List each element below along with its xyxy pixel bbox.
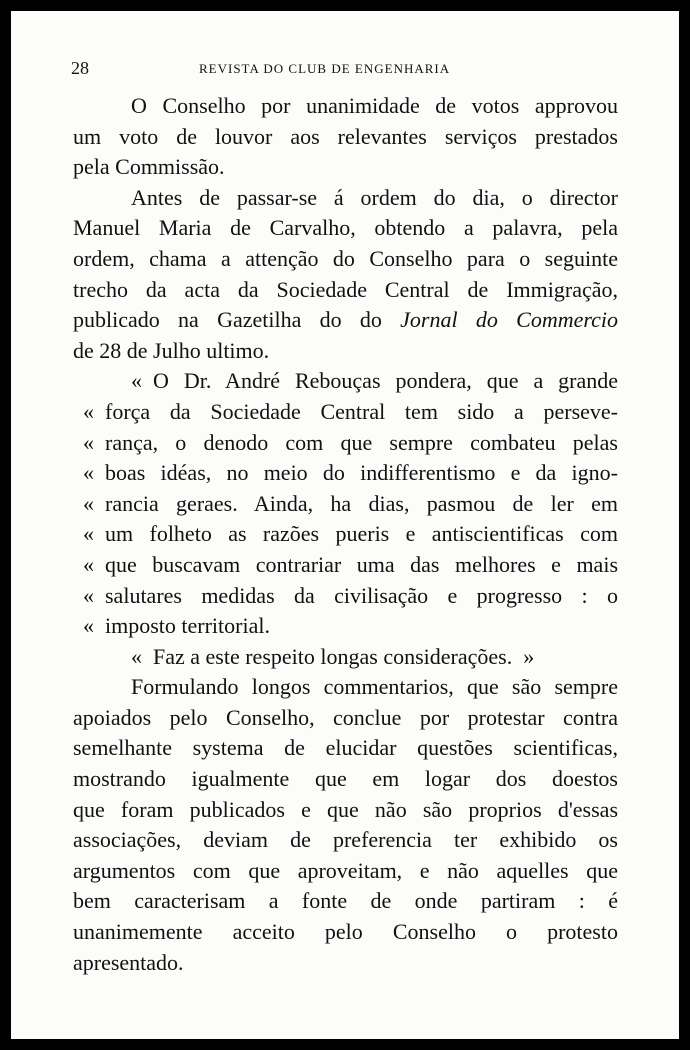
text-line: apoiados pelo Conselho, conclue por protestar contra xyxy=(73,704,618,730)
quote-line xyxy=(73,642,618,673)
text-line: unanimemente acceito pelo Conselho o protesto xyxy=(73,919,618,945)
quote-text: O Dr. André Rebouças pondera, que a grande xyxy=(153,368,618,394)
quote-mark: « xyxy=(83,398,94,424)
quote-mark: « xyxy=(131,643,142,669)
text-line: pela Commissão. xyxy=(73,154,225,180)
quote-text: que buscavam contrariar uma das melhores e mais xyxy=(105,551,618,577)
book-page xyxy=(11,11,679,1039)
text-line: apresentado. xyxy=(73,949,184,975)
quote-line xyxy=(73,397,618,428)
quote-text: imposto territorial. xyxy=(105,613,270,639)
quote-text: Faz a este respeito longas considerações. xyxy=(153,643,513,669)
quote-text: boas idéas, no meio do indifferentismo e da igno- xyxy=(105,460,618,486)
quote-mark: « xyxy=(83,582,94,608)
quote-mark: « xyxy=(83,613,94,639)
text-line: mostrando igualmente que em logar dos doestos xyxy=(73,766,618,792)
text-line: bem caracterisam a fonte de onde partiram : é xyxy=(73,888,618,914)
quote-close-mark: » xyxy=(523,643,535,669)
running-title: REVISTA DO CLUB DE ENGENHARIA xyxy=(199,61,451,76)
text-line: Formulando longos commentarios, que são sempre xyxy=(131,674,618,700)
text-line: Antes de passar-se á ordem do dia, o director xyxy=(131,184,618,210)
quote-mark: « xyxy=(83,521,94,547)
quote-mark: « xyxy=(83,460,94,486)
quote-text: um folheto as razões pueris e antiscientificas com xyxy=(105,521,618,547)
quote-mark: « xyxy=(83,551,94,577)
text-line: Manuel Maria de Carvalho, obtendo a palavra, pela xyxy=(73,215,618,241)
text-line: O Conselho por unanimidade de votos approvou xyxy=(131,93,618,118)
quote-text: força da Sociedade Central tem sido a perseve- xyxy=(105,398,618,424)
text-line: semelhante systema de elucidar questões scientificas, xyxy=(73,735,618,761)
quote-text: rancia geraes. Ainda, ha dias, pasmou de ler em xyxy=(105,490,618,516)
quote-line xyxy=(73,550,618,581)
quote-mark: « xyxy=(83,429,94,455)
quote-text: rança, o denodo com que sempre combateu pelas xyxy=(105,429,618,455)
text-line: argumentos com que aproveitam, e não aquelles que xyxy=(73,857,618,883)
page-number: 28 xyxy=(71,58,89,78)
newspaper-title: Jornal do Commercio xyxy=(400,307,618,333)
quote-line xyxy=(73,458,618,489)
text-line: um voto de louvor aos relevantes serviços prestados xyxy=(73,123,618,149)
text-line xyxy=(73,305,618,336)
quote-line xyxy=(73,611,618,642)
quote-mark: « xyxy=(131,368,142,394)
quote-line xyxy=(73,519,618,550)
text-line: trecho da acta da Sociedade Central de Immigração, xyxy=(73,276,618,302)
text-line: que foram publicados e que não são proprios d'essas xyxy=(73,796,618,822)
quote-mark: « xyxy=(83,490,94,516)
quote-line xyxy=(73,366,618,397)
quote-line xyxy=(73,581,618,612)
quote-line xyxy=(73,428,618,459)
quote-text: salutares medidas da civilisação e progresso : o xyxy=(105,582,618,608)
body-text xyxy=(73,91,618,978)
text-run: publicado na Gazetilha do do xyxy=(73,307,401,333)
quote-line xyxy=(73,489,618,520)
text-line: de 28 de Julho ultimo. xyxy=(73,337,270,363)
text-line: associações, deviam de preferencia ter exhibido os xyxy=(73,827,618,853)
page-header xyxy=(71,58,616,82)
text-line: ordem, chama a attenção do Conselho para o seguinte xyxy=(73,245,618,271)
